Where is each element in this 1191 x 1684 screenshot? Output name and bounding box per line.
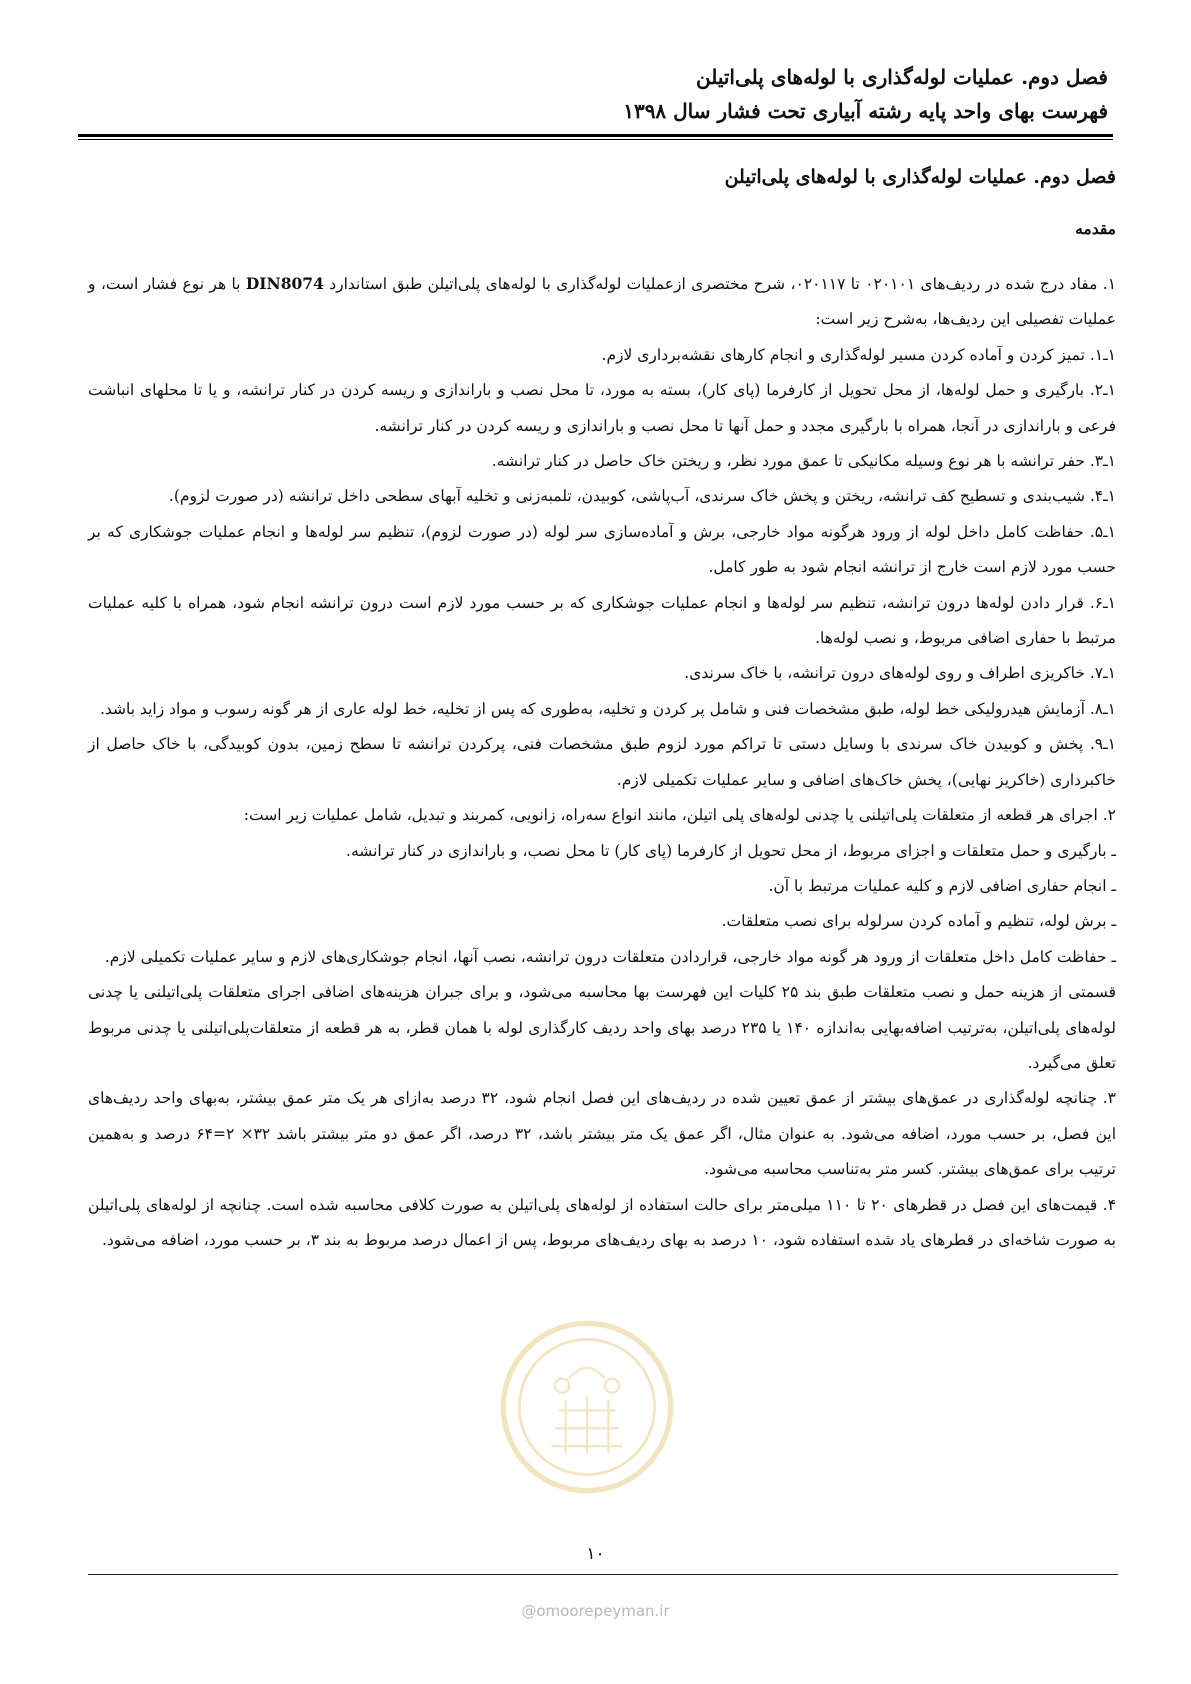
header-chapter-title: فصل دوم. عملیات لوله‌گذاری با لوله‌های پلی‌اتیلن [695,65,1108,89]
paragraph-1-9: ۱ـ۹. پخش و کوبیدن خاک سرندی با وسایل دستی تا تراکم مورد لزوم طبق مشخصات فنی، پرکردن ترانشه تا سطح زمین، بدون کوبیدگی، با خاک حاصل از خاکبرداری (خاکریز نهایی)، پخش خاک‌های اضافی و سایر عملیات تکمیلی لازم. [88,735,1116,789]
section-title: مقدمه [1075,219,1116,238]
header-rule-thick [78,134,1113,137]
header-rule-thin [78,139,1113,140]
header-document-title: فهرست بهای واحد پایه رشته آبیاری تحت فشار سال ۱۳۹۸ [623,99,1108,123]
paragraph-2: ۲. اجرای هر قطعه از متعلقات پلی‌اتیلنی یا چدنی لوله‌های پلی اتیلن، مانند انواع سه‌راه، زانویی، کمربند و تبدیل، شامل عملیات زیر است: [243,806,1116,825]
paragraph-3: ۳. چنانچه لوله‌گذاری در عمق‌های بیشتر از عمق تعیین شده در ردیف‌های این فصل انجام شود، ۳۲ درصد به‌ازای هر یک متر عمق بیشتر، به‌بهای واحد ردیف‌های این فصل، بر حسب مورد، اضافه می‌شود. به عنوان مثال، اگر عمق یک متر بیشتر باشد، ۳۲ درصد، اگر عمق دو متر بیشتر باشد ۳۲× ۲=۶۴ درصد و به‌همین ترتیب برای عمق‌های بیشتر. کسر متر به‌تناسب محاسبه می‌شود. [88,1089,1117,1179]
paragraph-2-item-d: ـ حفاظت کامل داخل متعلقات از ورود هر گونه مواد خارجی، قراردادن متعلقات درون ترانشه، نصب آنها، انجام جوشکاری‌های لازم و سایر عملیات تکمیلی لازم. [104,947,1116,966]
paragraph-1-7: ۱ـ۷. خاکریزی اطراف و روی لوله‌های درون ترانشه، با خاک سرندی. [684,664,1116,683]
paragraph-1-2: ۱ـ۲. بارگیری و حمل لوله‌ها، از محل تحویل از کارفرما (پای کار)، بسته به مورد، تا محل نصب و باراندازی و ریسه کردن در کنار ترانشه، و یا تا محلهای انباشت فرعی و باراندازی در آنجا، همراه با بارگیری مجدد و حمل آنها تا محل نصب و باراندازی و ریسه کردن در کنار ترانشه. [88,381,1116,435]
website-watermark: @omoorepeyman.ir [521,1602,670,1620]
paragraph-2-item-a: ـ بارگیری و حمل متعلقات و اجزای مربوط، از محل تحویل از کارفرما (پای کار) تا محل نصب، و باراندازی در کنار ترانشه. [346,841,1116,860]
page-number: ۱۰ [586,1544,605,1564]
paragraph-2-item-b: ـ انجام حفاری اضافی لازم و کلیه عملیات مرتبط با آن. [768,876,1116,895]
standard-code: DIN8074 [245,274,324,293]
paragraph-2-note: قسمتی از هزینه حمل و نصب متعلقات طبق بند ۲۵ کلیات این فهرست بها محاسبه می‌شود، و برای جبران هزینه‌های اضافی اجرای متعلقات پلی‌اتیلنی یا چدنی لوله‌های پلی‌اتیلن، به‌ترتیب اضافه‌بهایی به‌اندازه ۱۴۰ یا ۲۳۵ درصد بهای واحد ردیف کارگذاری لوله با همان قطر، به هر قطعه از متعلقات‌پلی‌اتیلنی یا چدنی مربوط تعلق می‌گیرد. [88,983,1117,1072]
paragraph-1-6: ۱ـ۶. قرار دادن لوله‌ها درون ترانشه، تنظیم سر لوله‌ها و انجام عملیات جوشکاری که بر حسب مورد لازم است درون ترانشه انجام شود، همراه با کلیه عملیات مرتبط با حفاری اضافی مربوط، و نصب لوله‌ها. [88,593,1116,648]
running-header [78,60,1108,128]
paragraph-1-8: ۱ـ۸. آزمایش هیدرولیکی خط لوله، طبق مشخصات فنی و شامل پر کردن و تخلیه، به‌طوری که پس از تخلیه، خط لوله عاری از هر گونه رسوب و مواد زاید باشد. [99,699,1116,718]
page-content [88,160,1116,1258]
paragraph-4: ۴. قیمت‌های این فصل در قطرهای ۲۰ تا ۱۱۰ میلی‌متر برای حالت استفاده از لوله‌های پلی‌اتیلن به صورت کلافی محاسبه شده است. چنانچه از لوله‌های پلی‌اتیلن به صورت شاخه‌ای در قطرهای یاد شده استفاده شود، ۱۰ درصد به بهای ردیف‌های مربوط، پس از اعمال درصد مربوط به بند ۳، بر حسب مورد، اضافه می‌شود. [88,1195,1117,1249]
paragraph-1-1: ۱ـ۱. تمیز کردن و آماده کردن مسیر لوله‌گذاری و انجام کارهای نقشه‌برداری لازم. [601,345,1116,364]
paragraph-1 [88,266,1116,338]
paragraph-1-5: ۱ـ۵. حفاظت کامل داخل لوله از ورود هرگونه مواد خارجی، برش و آماده‌سازی سر لوله (در صورت لزوم)، تنظیم سر لوله‌ها و انجام عملیات جوشکاری که بر حسب مورد لازم است خارج از ترانشه انجام شود به طور کامل. [88,522,1116,577]
seal-watermark-icon [498,1318,676,1496]
footer-rule [88,1574,1118,1575]
chapter-title: فصل دوم. عملیات لوله‌گذاری با لوله‌های پلی‌اتیلن [724,166,1116,188]
paragraph-1-start: ۱. مفاد درج شده در ردیف‌های ۰۲۰۱۰۱ تا ۰۲۰۱۱۷، شرح مختصری ازعملیات لوله‌گذاری با لوله‌های پلی‌اتیلن طبق استاندارد [323,275,1117,293]
paragraph-2-item-c: ـ برش لوله، تنظیم و آماده کردن سرلوله برای نصب متعلقات. [721,912,1116,931]
paragraph-1-3: ۱ـ۳. حفر ترانشه با هر نوع وسیله مکانیکی تا عمق مورد نظر، و ریختن خاک حاصل در کنار ترانشه. [491,452,1116,471]
paragraph-1-end: با هر نوع فشار است، و عملیات تفصیلی این ردیف‌ها، به‌شرح زیر است: [88,275,1116,329]
paragraph-1-4: ۱ـ۴. شیب‌بندی و تسطیح کف ترانشه، ریختن و پخش خاک سرندی، آب‌پاشی، کوبیدن، تلمبه‌زنی و تخلیه آبهای سطحی داخل ترانشه (در صورت لزوم). [168,487,1116,506]
